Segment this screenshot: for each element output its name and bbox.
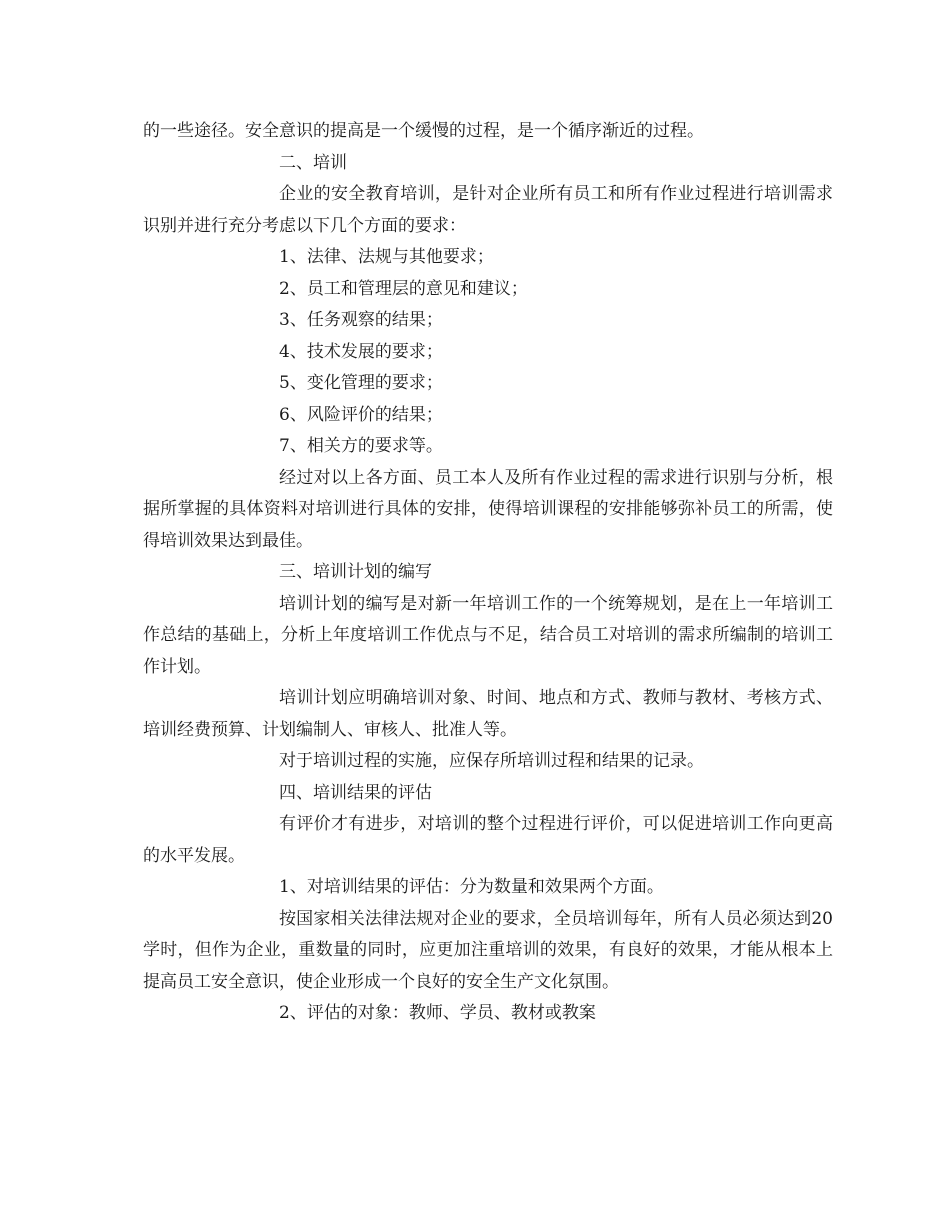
list-item: 7、相关方的要求等。 xyxy=(279,436,443,456)
list-item: 1、对培训结果的评估：分为数量和效果两个方面。 xyxy=(279,877,664,897)
list-item: 6、风险评价的结果； xyxy=(279,404,443,425)
paragraph: 培训计划应明确培训对象、时间、地点和方式、教师与教材、考核方式、培训经费预算、计划编制人、审核人、批准人等。 xyxy=(143,688,833,740)
section-heading-plan: 三、培训计划的编写 xyxy=(279,562,432,582)
paragraph: 有评价才有进步，对培训的整个过程进行评价，可以促进培训工作向更高的水平发展。 xyxy=(143,814,833,866)
list-item: 3、任务观察的结果； xyxy=(279,310,443,330)
paragraph: 企业的安全教育培训，是针对企业所有员工和所有作业过程进行培训需求识别并进行充分考虑以下几个方面的要求： xyxy=(143,184,833,236)
section-heading-evaluation: 四、培训结果的评估 xyxy=(279,782,432,803)
section-heading-training: 二、培训 xyxy=(279,152,347,173)
list-item: 1、法律、法规与其他要求； xyxy=(279,247,494,267)
paragraph: 培训计划的编写是对新一年培训工作的一个统筹规划，是在上一年培训工作总结的基础上，分析上年度培训工作优点与不足，结合员工对培训的需求所编制的培训工作计划。 xyxy=(143,593,833,677)
list-item: 2、评估的对象：教师、学员、教材或教案 xyxy=(279,1003,596,1023)
list-item: 5、变化管理的要求； xyxy=(279,373,443,393)
paragraph: 经过对以上各方面、员工本人及所有作业过程的需求进行识别与分析，根据所掌握的具体资料对培训进行具体的安排，使得培训课程的安排能够弥补员工的所需，使得培训效果达到最佳。 xyxy=(143,467,833,551)
paragraph: 对于培训过程的实施，应保存所培训过程和结果的记录。 xyxy=(279,751,704,771)
list-item: 2、员工和管理层的意见和建议； xyxy=(279,278,528,299)
list-item: 4、技术发展的要求； xyxy=(279,341,443,362)
paragraph: 按国家相关法律法规对企业的要求，全员培训每年，所有人员必须达到20学时，但作为企业，重数量的同时，应更加注重培训的效果，有良好的效果，才能从根本上提高员工安全意识，使企业形成一个良好的安全生产文化氛围。 xyxy=(143,908,833,992)
document-body xyxy=(143,116,833,1030)
paragraph-continuation: 的一些途径。安全意识的提高是一个缓慢的过程，是一个循序渐近的过程。 xyxy=(143,121,704,141)
